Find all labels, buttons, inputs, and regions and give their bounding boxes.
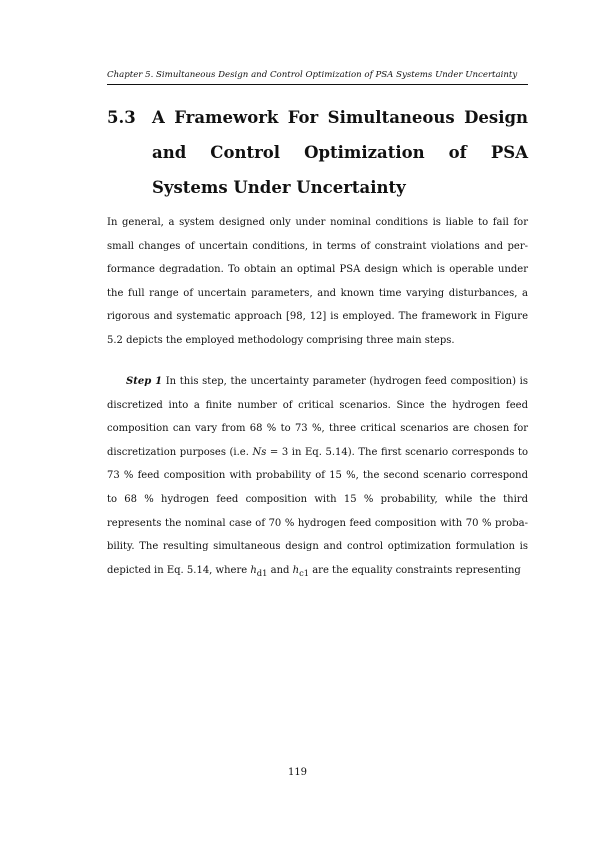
section-title: A Framework For Simultaneous Design and Control Optimization of PSA Systems Under Uncertainty <box>152 108 528 197</box>
section-number: 5.3 <box>107 108 136 127</box>
hd1-base: h <box>250 564 257 576</box>
step-text: = 3 in Eq. 5.14). The first scenario corresponds to 73 % feed composition with probability of 15 %, the second scenario correspond to 68 % hydrogen feed composition with 15 % probability, while the third represents the nominal case of 70 % hydrogen feed composition with 70 % probability. The resulting simultaneous design and control optimization formulation is depicted in Eq. 5.14, where <box>107 446 528 576</box>
ns-symbol: Ns <box>252 446 267 458</box>
page-number: 119 <box>287 767 308 778</box>
step-text: are the equality constraints representing <box>309 564 521 576</box>
section-heading <box>107 100 528 205</box>
step-label: Step 1 <box>126 376 163 387</box>
running-head: Chapter 5. Simultaneous Design and Control Optimization of PSA Systems Under Uncertainty <box>107 70 518 80</box>
hc1-subscript: c1 <box>299 567 310 578</box>
hc1-base: h <box>292 564 300 576</box>
header-rule <box>107 84 528 85</box>
hd1-subscript: d1 <box>256 567 268 578</box>
step-text: In this step, the uncertainty parameter (hydrogen feed composition) is discretized into a finite number of critical scenarios. Since the hydrogen feed composition can vary from 68 % to 73 %, three critical scenarios are chosen for discretization purposes (i.e. <box>107 376 528 458</box>
paragraph-step-1 <box>107 370 528 585</box>
paragraph-intro: In general, a system designed only under nominal conditions is liable to fail for small changes of uncertain conditions, in terms of constraint violations and performance degradation. To obtain an optimal PSA design which is operable under the full range of uncertain parameters, and known time varying disturbances, a rigorous and systematic approach [98, 12] is employed. The framework in Figure 5.2 depicts the employed methodology comprising three main steps. <box>107 217 528 346</box>
step-text: and <box>267 564 293 576</box>
hc1-symbol <box>293 565 309 576</box>
hd1-symbol <box>250 565 267 576</box>
